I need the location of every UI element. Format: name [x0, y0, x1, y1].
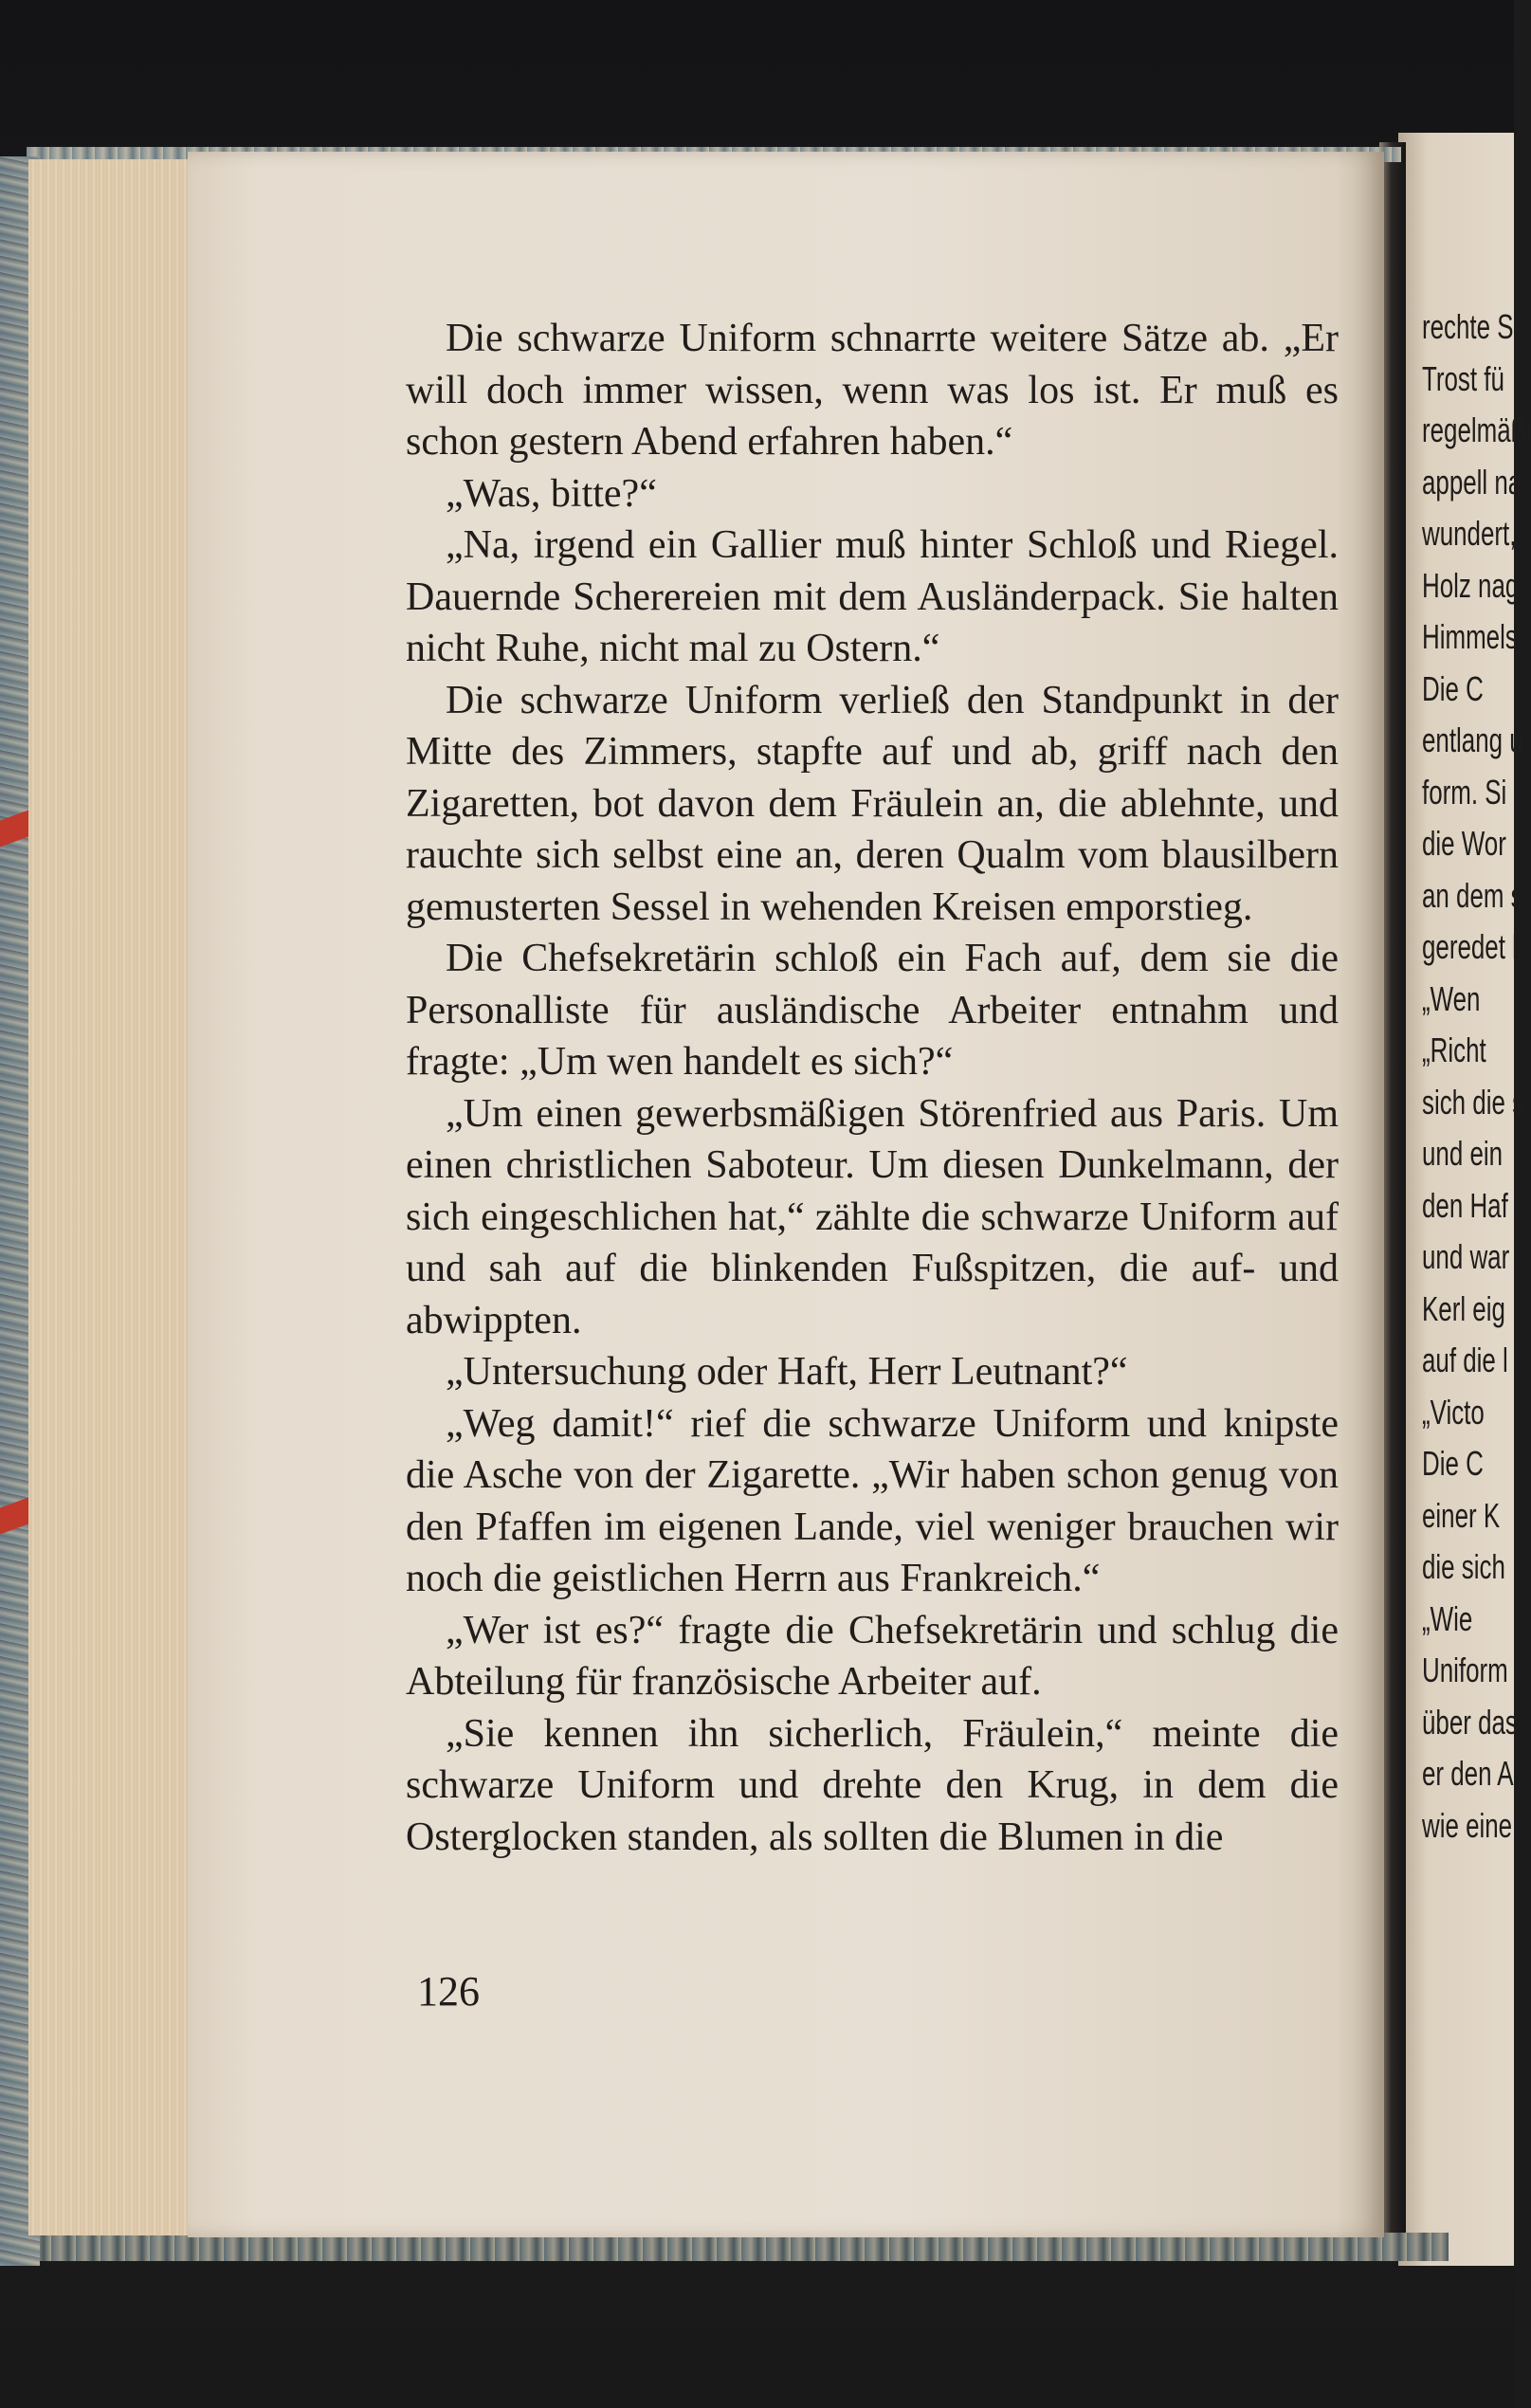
right-page-line: wie eine [1422, 1805, 1513, 1845]
right-page-line: form. Si [1422, 772, 1507, 812]
right-page-line: und ein [1422, 1134, 1504, 1173]
paragraph: Die Chefsekretärin schloß ein Fach auf, dem sie die Personalliste für ausländische Arbeiter entnahm und fragte: „Um wen handelt es sich?“ [406, 937, 1339, 1084]
paragraph: Die schwarze Uniform verließ den Standpunkt in der Mitte des Zimmers, stapfte auf und ab, griff nach den Zigaretten, bot davon dem Fräulein an, die ablehnte, und rauchte sich selbst eine an, deren Qualm vom blausilbern gemusterten Sessel in wehenden Kreisen emporstieg. [406, 678, 1339, 929]
right-page-line: rechte Si [1422, 307, 1520, 346]
right-page-line: einer K [1422, 1495, 1501, 1535]
right-page-text [1422, 301, 1531, 1852]
right-page-line: „Victo [1422, 1392, 1485, 1432]
right-page-line: „Wen [1422, 978, 1481, 1018]
right-page-line: entlang u [1422, 721, 1523, 759]
paragraph: Die schwarze Uniform schnarrte weitere Sätze ab. „Er will doch immer wissen, wenn was los ist. Er muß es schon gestern Abend erfahren haben.“ [406, 317, 1339, 464]
right-page-line: Kerl eig [1422, 1288, 1505, 1328]
right-page-line: die sich [1422, 1547, 1505, 1586]
right-page-line: Die C [1422, 668, 1484, 708]
right-page-line: er den A [1422, 1754, 1514, 1793]
right-page-line: geredet l [1422, 927, 1518, 966]
right-page-line: an dem s [1422, 875, 1523, 915]
left-page-text [406, 313, 1339, 1863]
page-number: 126 [417, 1968, 480, 2015]
paragraph: „Weg damit!“ rief die schwarze Uniform und knipste die Asche von der Zigarette. „Wir haben schon genug von den Pfaffen im eigenen Lande, viel weniger brauchen wir noch die geistlichen Herrn aus Frankreich.“ [406, 1401, 1339, 1600]
paragraph: „Was, bitte?“ [446, 471, 657, 516]
right-page-line: die Wor [1422, 824, 1506, 863]
right-page-line: „Richt [1422, 1031, 1486, 1069]
paragraph: „Na, irgend ein Gallier muß hinter Schloß und Riegel. Dauernde Scherereien mit dem Ausländerpack. Sie halten nicht Ruhe, nicht mal zu Ostern.“ [406, 523, 1339, 670]
paragraph: „Untersuchung oder Haft, Herr Leutnant?“ [446, 1350, 1128, 1394]
right-page-line: Himmels [1422, 617, 1518, 656]
paragraph: „Sie kennen ihn sicherlich, Fräulein,“ meinte die schwarze Uniform und drehte den Krug, in dem die Osterglocken standen, als sollten die Blumen in die [406, 1711, 1339, 1859]
right-page-line: regelmäßi [1422, 410, 1531, 449]
red-edge-mark [0, 1498, 28, 1535]
right-page-line: sich die s [1422, 1082, 1525, 1122]
right-page-line: Trost fü [1422, 358, 1504, 398]
right-page-line: den Haf [1422, 1185, 1508, 1225]
right-page-line: Uniform [1422, 1651, 1508, 1689]
red-edge-mark [0, 811, 28, 848]
right-page-line: Die C [1422, 1444, 1484, 1483]
right-page-line: auf die l [1422, 1341, 1508, 1379]
page-stack-edge [28, 159, 190, 2235]
right-page-line: „Wie [1422, 1598, 1473, 1638]
right-page-line: über das [1422, 1702, 1518, 1742]
paragraph: „Wer ist es?“ fragte die Chefsekretärin und schlug die Abteilung für französische Arbeiter auf. [406, 1608, 1339, 1704]
right-page-line: appell na [1422, 462, 1522, 502]
right-page-line: wundert, [1422, 514, 1517, 553]
right-page-line: und war [1422, 1237, 1510, 1276]
right-page-line: Holz nag [1422, 565, 1520, 605]
paragraph: „Um einen gewerbsmäßigen Störenfried aus Paris. Um einen christlichen Saboteur. Um diesen Dunkelmann, der sich eingeschlichen hat,“ zählte die schwarze Uniform auf und sah auf die blinkenden Fußspitzen, die auf- und abwippten. [406, 1091, 1339, 1342]
